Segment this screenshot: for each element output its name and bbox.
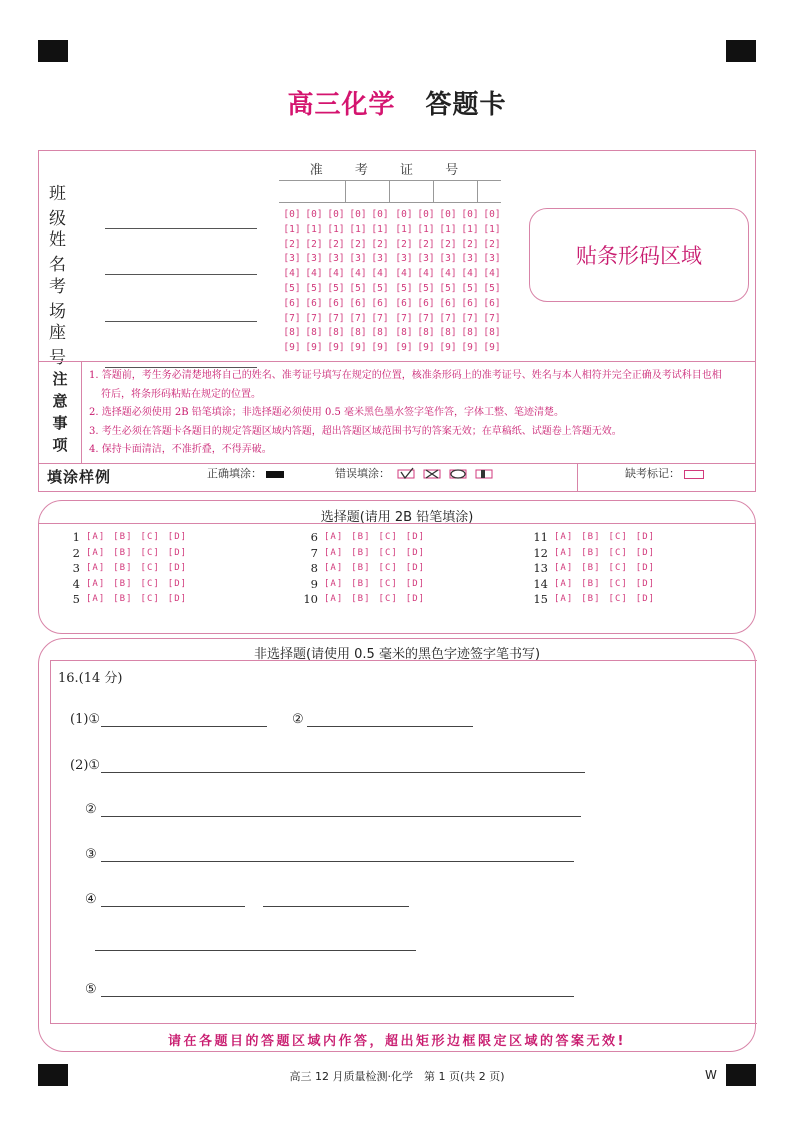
q16-2-3-label: ③ (85, 847, 97, 862)
digit-bubble[interactable]: [3] (461, 253, 479, 265)
mc-option-bubble[interactable]: [C] (608, 547, 628, 558)
digit-bubble[interactable]: [3] (327, 253, 345, 265)
digit-bubble[interactable]: [1] (349, 223, 367, 235)
mc-option-bubble[interactable]: [B] (351, 532, 371, 542)
mc-question-number: 14 (533, 576, 548, 591)
digit-bubble[interactable]: [0] (371, 209, 389, 220)
mc-question-row (62, 546, 195, 562)
mc-question-row (530, 577, 663, 593)
digit-bubble[interactable]: [2] (483, 238, 501, 250)
mc-option-bubble[interactable]: [B] (351, 547, 371, 558)
digit-bubble[interactable]: [2] (395, 238, 413, 250)
digit-bubble[interactable]: [4] (395, 268, 413, 280)
digit-bubble[interactable]: [6] (305, 297, 323, 309)
digit-bubble[interactable]: [8] (439, 327, 457, 339)
q16-2-1-line[interactable] (101, 772, 585, 773)
digit-bubble[interactable]: [2] (305, 238, 323, 250)
q16-2-5-line[interactable] (101, 996, 574, 997)
mc-option-bubble[interactable]: [C] (378, 547, 398, 558)
digit-bubble[interactable]: [6] (483, 297, 501, 309)
notice-item: 2. 选择题必须使用 2B 铅笔填涂；非选择题必须使用 0.5 毫米黑色墨水签字笔作答，字体工整、笔迹清楚。 (89, 407, 565, 418)
mc-option-bubble[interactable]: [C] (608, 594, 628, 604)
digit-bubble[interactable]: [2] (371, 238, 389, 250)
exam-number-column[interactable] (281, 208, 303, 356)
mc-option-bubble[interactable]: [D] (635, 563, 656, 573)
mc-option-bubble[interactable]: [C] (378, 578, 398, 589)
barcode-area (529, 208, 749, 302)
mc-option-bubble[interactable]: [A] (86, 578, 106, 589)
digit-bubble[interactable]: [1] (395, 223, 413, 235)
digit-bubble[interactable]: [5] (461, 282, 479, 294)
mc-question-number: 3 (72, 561, 80, 575)
digit-bubble[interactable]: [7] (417, 312, 435, 324)
q16-2-4-line-a[interactable] (101, 906, 245, 907)
mc-question-number: 1 (72, 530, 80, 544)
exam-number-write-boxes[interactable] (279, 180, 501, 203)
mc-option-bubble[interactable]: [B] (113, 547, 133, 558)
exam-number-column[interactable] (369, 208, 391, 356)
q16-2-4-line-b[interactable] (263, 906, 409, 907)
exam-room-field[interactable] (49, 272, 257, 322)
digit-bubble[interactable]: [2] (349, 238, 367, 250)
digit-bubble[interactable]: [8] (349, 327, 367, 339)
notice-heading (39, 361, 82, 463)
mc-option-bubble[interactable]: [C] (608, 532, 628, 542)
mc-question-number: 12 (533, 545, 548, 560)
digit-bubble[interactable]: [3] (483, 253, 501, 265)
mc-question-number: 13 (533, 561, 548, 575)
digit-bubble[interactable]: [7] (483, 312, 501, 324)
mc-question-number: 11 (533, 530, 548, 544)
exam-number-column[interactable] (437, 208, 459, 356)
mc-question-number: 10 (303, 592, 318, 606)
mc-option-bubble[interactable]: [A] (324, 563, 344, 573)
mc-question-number: 5 (72, 592, 80, 606)
exam-number-column[interactable] (415, 208, 437, 356)
digit-bubble[interactable]: [5] (483, 282, 501, 294)
digit-bubble[interactable]: [3] (283, 253, 301, 265)
digit-bubble[interactable]: [8] (283, 327, 301, 339)
mc-column (62, 530, 195, 608)
digit-bubble[interactable]: [3] (371, 253, 389, 265)
q16-2-2-line[interactable] (101, 816, 581, 817)
mc-option-bubble[interactable]: [D] (167, 532, 188, 542)
digit-bubble[interactable]: [0] (483, 209, 501, 220)
mc-option-bubble[interactable]: [B] (581, 563, 601, 573)
mc-option-bubble[interactable]: [D] (635, 532, 656, 542)
class-label: 班 级 (49, 184, 111, 229)
digit-bubble[interactable]: [9] (305, 342, 323, 354)
notice-item: 3. 考生必须在答题卡各题目的规定答题区域内答题，超出答题区域范围书写的答案无效；在草稿纸、试题卷上答题无效。 (89, 425, 622, 437)
digit-bubble[interactable]: [4] (305, 268, 323, 280)
digit-bubble[interactable]: [8] (327, 327, 345, 339)
digit-bubble[interactable]: [7] (305, 312, 323, 324)
digit-bubble[interactable]: [6] (439, 297, 457, 309)
digit-bubble[interactable]: [0] (461, 209, 479, 220)
q16-answer-area[interactable] (50, 660, 757, 1024)
name-label: 姓 名 (49, 230, 111, 275)
mc-option-bubble[interactable]: [A] (324, 547, 344, 558)
mc-question-row (300, 561, 433, 577)
mc-option-bubble[interactable]: [B] (351, 563, 371, 573)
mc-option-bubble[interactable]: [A] (86, 547, 106, 558)
digit-bubble[interactable]: [2] (327, 238, 345, 250)
notice-item: 1. 答题前，考生务必清楚地将自己的姓名、准考证号填写在规定的位置，核准条形码上的准考证号、姓名与本人相符并完全正确及考试科目也相 (89, 370, 722, 381)
exam-number-title: 准 考 证 号 (309, 163, 473, 178)
mc-option-bubble[interactable]: [A] (324, 578, 344, 589)
q16-2-5-label: ⑤ (85, 982, 97, 997)
page-footer: 高三 12 月质量检测·化学 第 1 页(共 2 页) (289, 1070, 505, 1083)
q16-2-1-label: (2)① (70, 758, 101, 773)
digit-bubble[interactable]: [8] (417, 327, 435, 339)
digit-bubble[interactable]: [9] (483, 342, 501, 354)
exam-number-column[interactable] (393, 208, 415, 356)
digit-bubble[interactable]: [9] (327, 342, 345, 354)
mc-option-bubble[interactable]: [B] (351, 594, 371, 604)
mc-option-bubble[interactable]: [B] (581, 547, 601, 558)
mc-option-bubble[interactable]: [A] (86, 532, 106, 542)
digit-bubble[interactable]: [0] (417, 209, 435, 220)
digit-bubble[interactable]: [4] (439, 268, 457, 280)
mc-question-number: 6 (310, 530, 318, 544)
mc-option-bubble[interactable]: [B] (113, 578, 133, 589)
digit-bubble[interactable]: [6] (371, 297, 389, 309)
digit-bubble[interactable]: [1] (439, 223, 457, 235)
title-card: 答题卡 (425, 90, 507, 120)
mc-question-number: 2 (72, 545, 80, 560)
student-info-box (38, 150, 756, 492)
mc-option-bubble[interactable]: [D] (405, 594, 426, 604)
digit-bubble[interactable]: [4] (483, 268, 501, 280)
mc-option-bubble[interactable]: [D] (405, 578, 426, 589)
digit-bubble[interactable]: [7] (395, 312, 413, 324)
mc-option-bubble[interactable]: [C] (140, 563, 160, 573)
mc-question-row (530, 530, 663, 546)
digit-bubble[interactable]: [0] (327, 209, 345, 220)
mc-option-bubble[interactable]: [A] (86, 594, 106, 604)
barcode-label: 贴条形码区域 (576, 244, 702, 268)
q16-1-1-line[interactable] (101, 726, 267, 727)
digit-bubble[interactable]: [8] (483, 327, 501, 339)
digit-bubble[interactable]: [3] (395, 253, 413, 265)
digit-bubble[interactable]: [5] (371, 282, 389, 294)
footer-mark: W (705, 1068, 717, 1082)
mc-option-bubble[interactable]: [D] (635, 547, 656, 558)
mc-option-bubble[interactable]: [A] (554, 563, 574, 573)
mc-option-bubble[interactable]: [B] (113, 594, 133, 604)
free-section-title: 非选择题(请使用 0.5 毫米的黑色字迹签字笔书写) (253, 647, 541, 662)
notice-list (89, 367, 749, 460)
digit-bubble[interactable]: [5] (283, 282, 301, 294)
digit-bubble[interactable]: [5] (349, 282, 367, 294)
exam-number-column[interactable] (459, 208, 481, 356)
mc-question-number: 9 (310, 576, 318, 591)
digit-bubble[interactable]: [4] (349, 268, 367, 280)
digit-bubble[interactable]: [3] (305, 253, 323, 265)
notice-item: 4. 保持卡面清洁，不准折叠，不得弄破。 (89, 444, 272, 455)
digit-bubble[interactable]: [9] (439, 342, 457, 354)
q16-2-4-label: ④ (85, 892, 97, 907)
digit-bubble[interactable]: [5] (417, 282, 435, 294)
digit-bubble[interactable]: [7] (283, 312, 301, 324)
digit-bubble[interactable]: [0] (439, 209, 457, 220)
notice-heading-char: 项 (52, 436, 68, 454)
name-field[interactable] (49, 225, 257, 275)
title-subject: 高三化学 (287, 90, 396, 120)
digit-bubble[interactable]: [6] (461, 297, 479, 309)
digit-bubble[interactable]: [4] (371, 268, 389, 280)
mc-question-row (300, 530, 433, 546)
q16-title: 16.(14 分) (58, 671, 123, 686)
mc-option-bubble[interactable]: [D] (167, 578, 188, 589)
mc-question-row (300, 546, 433, 562)
q16-1-2-line[interactable] (307, 726, 473, 727)
seat-line[interactable] (105, 349, 257, 368)
digit-bubble[interactable]: [1] (327, 223, 345, 235)
digit-bubble[interactable]: [2] (439, 238, 457, 250)
mc-question-row (300, 592, 433, 608)
absent-mark-label: 缺考标记： (625, 467, 680, 480)
mc-option-bubble[interactable]: [A] (554, 532, 574, 542)
mc-question-number: 7 (310, 545, 318, 560)
digit-bubble[interactable]: [4] (461, 268, 479, 280)
mc-option-bubble[interactable]: [D] (167, 563, 188, 573)
mc-option-bubble[interactable]: [A] (554, 578, 574, 589)
digit-bubble[interactable]: [6] (327, 297, 345, 309)
digit-bubble[interactable]: [6] (395, 297, 413, 309)
mc-option-bubble[interactable]: [B] (581, 594, 601, 604)
absent-mark-box[interactable] (684, 470, 704, 479)
mc-option-bubble[interactable]: [B] (113, 532, 133, 542)
digit-bubble[interactable]: [6] (283, 297, 301, 309)
digit-bubble[interactable]: [3] (439, 253, 457, 265)
mc-option-bubble[interactable]: [D] (405, 547, 426, 558)
mc-option-bubble[interactable]: [A] (86, 563, 106, 573)
digit-bubble[interactable]: [2] (461, 238, 479, 250)
mc-option-bubble[interactable]: [B] (113, 563, 133, 573)
q16-2-3-line[interactable] (101, 861, 574, 862)
digit-bubble[interactable]: [0] (395, 209, 413, 220)
mc-option-bubble[interactable]: [B] (351, 578, 371, 589)
digit-bubble[interactable]: [8] (461, 327, 479, 339)
exam-number-column[interactable] (481, 208, 503, 356)
mc-section-title: 选择题(请用 2B 铅笔填涂) (320, 510, 474, 525)
notice-heading-char: 意 (52, 392, 68, 410)
digit-bubble[interactable]: [6] (417, 297, 435, 309)
digit-bubble[interactable]: [7] (327, 312, 345, 324)
mc-question-row (530, 561, 663, 577)
digit-bubble[interactable]: [9] (461, 342, 479, 354)
digit-bubble[interactable]: [0] (349, 209, 367, 220)
digit-bubble[interactable]: [0] (305, 209, 323, 220)
mc-option-bubble[interactable]: [D] (167, 547, 188, 558)
page-title (0, 84, 794, 121)
wrong-fill-example (335, 465, 504, 481)
notice-heading-char: 事 (52, 414, 68, 432)
mc-option-bubble[interactable]: [C] (378, 563, 398, 573)
mc-option-bubble[interactable]: [C] (140, 532, 160, 542)
digit-bubble[interactable]: [9] (417, 342, 435, 354)
divider (39, 361, 755, 362)
mc-option-bubble[interactable]: [C] (140, 578, 160, 589)
digit-bubble[interactable]: [7] (349, 312, 367, 324)
digit-bubble[interactable]: [8] (371, 327, 389, 339)
mc-question-row (530, 546, 663, 562)
mc-option-bubble[interactable]: [D] (635, 594, 656, 604)
mc-option-bubble[interactable]: [A] (324, 532, 344, 542)
mc-column (300, 530, 433, 608)
mc-option-bubble[interactable]: [C] (608, 578, 628, 589)
mc-question-row (300, 577, 433, 593)
mc-option-bubble[interactable]: [D] (405, 563, 426, 573)
mc-option-bubble[interactable]: [C] (608, 563, 628, 573)
digit-bubble[interactable]: [6] (349, 297, 367, 309)
digit-bubble[interactable]: [7] (439, 312, 457, 324)
digit-bubble[interactable]: [1] (417, 223, 435, 235)
alignment-marker-top-left (38, 40, 68, 62)
digit-bubble[interactable]: [9] (283, 342, 301, 354)
digit-bubble[interactable]: [3] (349, 253, 367, 265)
notice-item: 符后，将条形码粘贴在规定的位置。 (101, 388, 261, 400)
digit-bubble[interactable]: [9] (349, 342, 367, 354)
q16-1-1-label: (1)① (70, 712, 101, 727)
mc-option-bubble[interactable]: [B] (581, 532, 601, 542)
digit-bubble[interactable]: [1] (371, 223, 389, 235)
correct-fill-mark (266, 471, 284, 478)
mc-option-bubble[interactable]: [A] (324, 594, 344, 604)
digit-bubble[interactable]: [5] (305, 282, 323, 294)
mc-question-row (62, 561, 195, 577)
digit-bubble[interactable]: [1] (283, 223, 301, 235)
alignment-marker-top-right (726, 40, 756, 62)
exam-number-column[interactable] (303, 208, 325, 356)
mc-question-row (62, 530, 195, 546)
digit-bubble[interactable]: [1] (305, 223, 323, 235)
class-field[interactable] (49, 179, 257, 229)
mc-option-bubble[interactable]: [B] (581, 578, 601, 589)
mc-question-row (530, 592, 663, 608)
digit-bubble[interactable]: [5] (395, 282, 413, 294)
q16-2-2-label: ② (85, 802, 97, 817)
digit-bubble[interactable]: [5] (327, 282, 345, 294)
wrong-fill-marks-icon (394, 467, 504, 481)
digit-bubble[interactable]: [4] (417, 268, 435, 280)
mc-option-bubble[interactable]: [D] (635, 578, 656, 589)
q16-2-4-line-c[interactable] (95, 950, 416, 951)
mc-option-bubble[interactable]: [C] (140, 547, 160, 558)
notice-heading-char: 注 (52, 370, 68, 388)
correct-fill-label: 正确填涂： (207, 467, 262, 480)
mc-question-row (62, 592, 195, 608)
mc-column (530, 530, 663, 608)
mc-question-number: 4 (72, 576, 80, 591)
mc-question-number: 15 (533, 592, 548, 606)
divider (39, 523, 755, 524)
digit-bubble[interactable]: [3] (417, 253, 435, 265)
digit-bubble[interactable]: [0] (283, 209, 301, 220)
digit-bubble[interactable]: [5] (439, 282, 457, 294)
digit-bubble[interactable]: [9] (395, 342, 413, 354)
digit-bubble[interactable]: [2] (283, 238, 301, 250)
digit-bubble[interactable]: [4] (283, 268, 301, 280)
mc-option-bubble[interactable]: [D] (405, 532, 426, 542)
divider (39, 463, 755, 464)
digit-bubble[interactable]: [7] (461, 312, 479, 324)
mc-option-bubble[interactable]: [C] (378, 594, 398, 604)
mc-option-bubble[interactable]: [A] (554, 594, 574, 604)
digit-bubble[interactable]: [1] (483, 223, 501, 235)
correct-fill-example (207, 465, 284, 481)
mc-question-row (62, 577, 195, 593)
mc-question-number: 8 (310, 561, 318, 575)
divider (577, 463, 578, 491)
exam-number-column[interactable] (347, 208, 369, 356)
digit-bubble[interactable]: [7] (371, 312, 389, 324)
exam-room-label: 考 场 (49, 277, 111, 322)
seat-label: 座 号 (49, 323, 111, 368)
digit-bubble[interactable]: [8] (305, 327, 323, 339)
digit-bubble[interactable]: [1] (461, 223, 479, 235)
answer-area-warning: 请在各题目的答题区域内作答，超出矩形边框限定区域的答案无效! (168, 1034, 626, 1049)
digit-bubble[interactable]: [2] (417, 238, 435, 250)
digit-bubble[interactable]: [4] (327, 268, 345, 280)
q16-1-2-label: ② (292, 712, 304, 727)
digit-bubble[interactable]: [9] (371, 342, 389, 354)
exam-number-column[interactable] (325, 208, 347, 356)
mc-option-bubble[interactable]: [C] (378, 532, 398, 542)
digit-bubble[interactable]: [8] (395, 327, 413, 339)
mc-option-bubble[interactable]: [D] (167, 594, 188, 604)
fill-sample-title: 填涂样例 (47, 468, 112, 486)
wrong-fill-label: 错误填涂： (335, 467, 390, 480)
absent-mark-field[interactable] (625, 465, 704, 481)
mc-option-bubble[interactable]: [A] (554, 547, 574, 558)
mc-option-bubble[interactable]: [C] (140, 594, 160, 604)
